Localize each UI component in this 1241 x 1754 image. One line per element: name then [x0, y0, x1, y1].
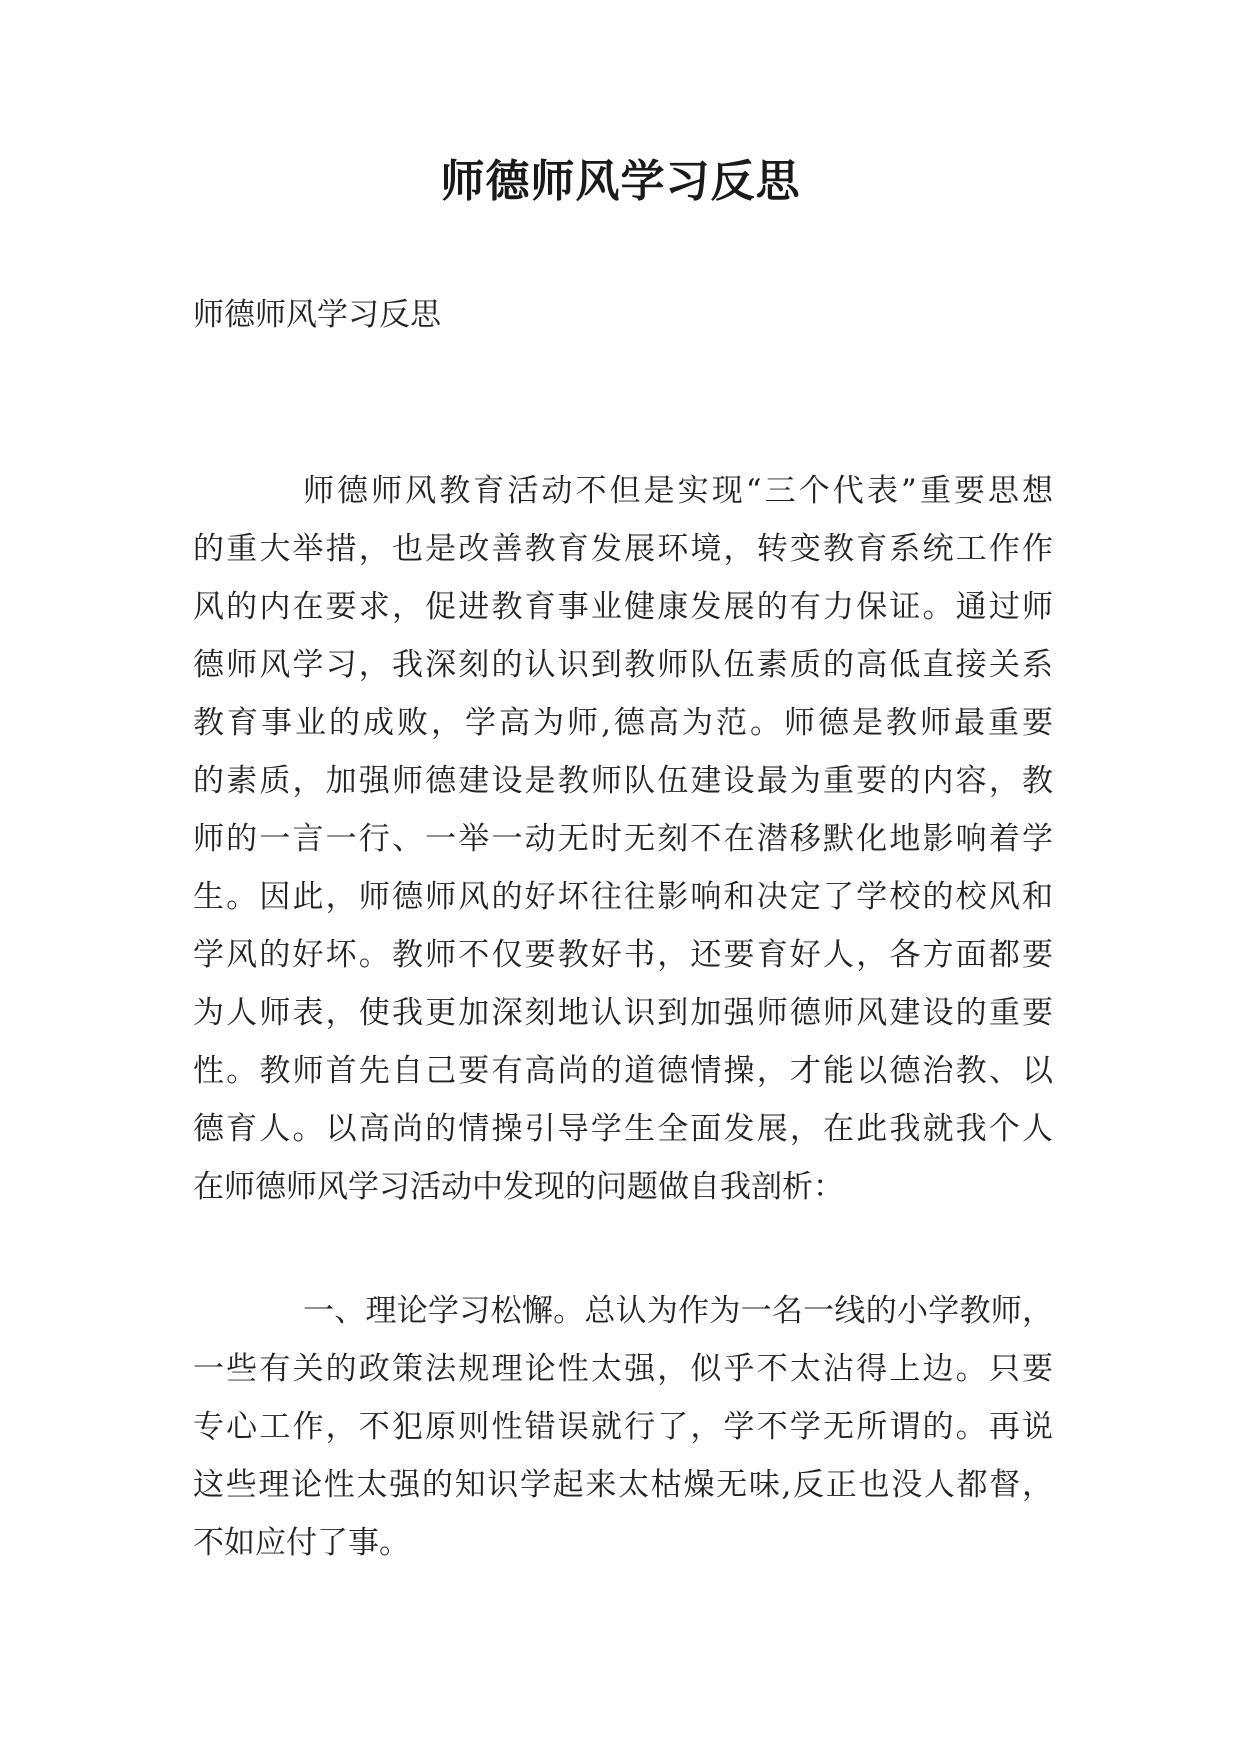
paragraph-section-one [193, 1282, 1053, 1572]
paragraph-line: 生。因此，师德师风的好坏往往影响和决定了学校的校风和 [193, 879, 1053, 915]
paragraph-line: 在师德师风学习活动中发现的问题做自我剖析： [193, 1169, 844, 1205]
paragraph-line: 不如应付了事。 [193, 1525, 410, 1561]
document-subtitle: 师德师风学习反思 [193, 297, 441, 333]
paragraph-intro [193, 462, 1053, 1216]
paragraph-line: 一、理论学习松懈。总认为作为一名一线的小学教师， [303, 1293, 1053, 1329]
paragraph-line: 一些有关的政策法规理论性太强，似乎不太沾得上边。只要 [193, 1351, 1053, 1387]
document-title: 师德师风学习反思 [440, 156, 801, 207]
paragraph-line: 性。教师首先自己要有高尚的道德情操，才能以德治教、以 [193, 1053, 1053, 1089]
paragraph-line: 德育人。以高尚的情操引导学生全面发展，在此我就我个人 [193, 1111, 1053, 1147]
paragraph-line: 学风的好坏。教师不仅要教好书，还要育好人，各方面都要 [193, 937, 1053, 973]
paragraph-line: 专心工作，不犯原则性错误就行了，学不学无所谓的。再说 [193, 1409, 1053, 1445]
paragraph-line: 师德师风教育活动不但是实现“三个代表”重要思想 [303, 473, 1053, 509]
paragraph-line: 这些理论性太强的知识学起来太枯燥无味,反正也没人都督， [193, 1467, 1053, 1503]
paragraph-line: 师的一言一行、一举一动无时无刻不在潜移默化地影响着学 [193, 821, 1053, 857]
paragraph-line: 教育事业的成败，学高为师,德高为范。师德是教师最重要 [193, 705, 1053, 741]
paragraph-line: 风的内在要求，促进教育事业健康发展的有力保证。通过师 [193, 589, 1053, 625]
paragraph-line: 德师风学习，我深刻的认识到教师队伍素质的高低直接关系 [193, 647, 1053, 683]
paragraph-line: 的素质，加强师德建设是教师队伍建设最为重要的内容，教 [193, 763, 1053, 799]
paragraph-line: 为人师表，使我更加深刻地认识到加强师德师风建设的重要 [193, 995, 1053, 1031]
paragraph-line: 的重大举措，也是改善教育发展环境，转变教育系统工作作 [193, 531, 1053, 567]
